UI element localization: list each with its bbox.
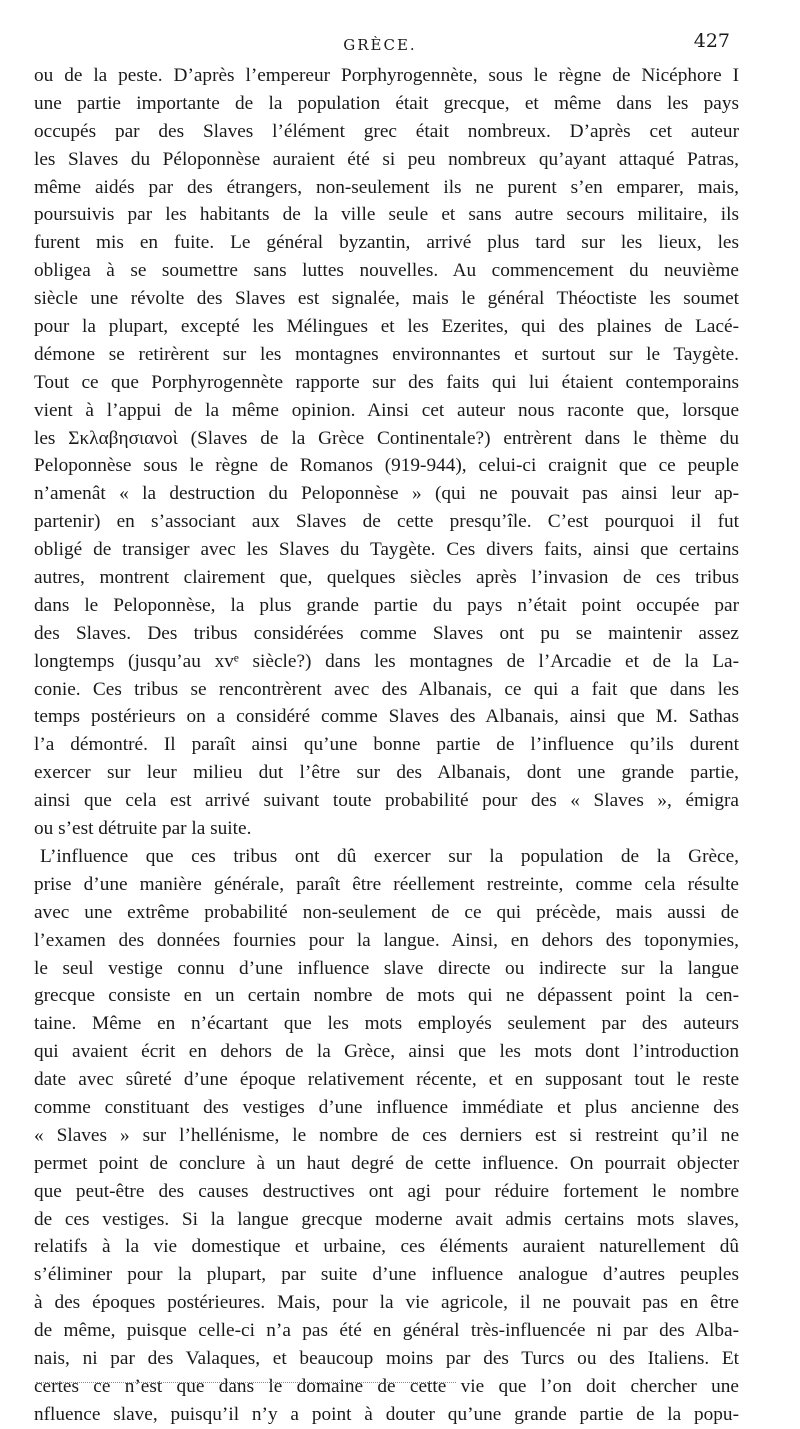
text-line: dans le Peloponnèse, la plus grande partie du pays n’était point occupée par	[34, 594, 739, 616]
text-line: longtemps (jusqu’au xvᵉ siècle?) dans les montagnes de l’Arcadie et de la La-	[34, 650, 739, 672]
paragraph-1	[34, 62, 739, 843]
text-line: qui avaient écrit en dehors de la Grèce, ainsi que les mots dont l’introduction	[34, 1041, 739, 1063]
text-line: s’éliminer pour la plupart, par suite d’une influence analogue d’autres peuples	[34, 1264, 739, 1286]
text-line: permet point de conclure à un haut degré de cette influence. On pourrait objecter	[34, 1152, 739, 1174]
text-line: furent mis en fuite. Le général byzantin, arrivé plus tard sur les lieux, les	[34, 232, 739, 254]
page-header	[30, 30, 730, 60]
text-line: de ces vestiges. Si la langue grecque moderne avait admis certains mots slaves,	[34, 1208, 739, 1230]
text-line: relatifs à la vie domestique et urbaine, ces éléments auraient naturellement dû	[34, 1236, 739, 1258]
text-line: ou s’est détruite par la suite.	[34, 818, 252, 840]
text-line: vient à l’appui de la même opinion. Ainsi cet auteur nous raconte que, lorsque	[34, 399, 739, 421]
text-line: poursuivis par les habitants de la ville seule et sans autre secours militaire, ils	[34, 204, 739, 226]
text-line: même aidés par des étrangers, non-seulement ils ne purent s’en emparer, mais,	[34, 176, 739, 198]
text-line: obligé de transiger avec les Slaves du Taygète. Ces divers faits, ainsi que certains	[34, 539, 739, 561]
text-line: certes ce n’est que dans le domaine de cette vie que l’on doit chercher une	[34, 1375, 739, 1397]
text-line: nfluence slave, puisqu’il n’y a point à douter qu’une grande partie de la popu-	[34, 1403, 739, 1425]
text-line: les Σκλαβησιανοὶ (Slaves de la Grèce Continentale?) entrèrent dans le thème du	[34, 427, 739, 449]
text-line: occupés par des Slaves l’élément grec était nombreux. D’après cet auteur	[34, 120, 739, 142]
text-line: siècle une révolte des Slaves est signalée, mais le général Théoctiste les soumet	[34, 288, 739, 310]
text-line: l’examen des données fournies pour la langue. Ainsi, en dehors des toponymies,	[34, 929, 739, 951]
text-line: des Slaves. Des tribus considérées comme Slaves ont pu se maintenir assez	[34, 622, 739, 644]
text-line: démone se retirèrent sur les montagnes environnantes et surtout sur le Taygète.	[34, 343, 739, 365]
page-number: 427	[693, 30, 730, 52]
text-line: Peloponnèse sous le règne de Romanos (919-944), celui-ci craignit que ce peuple	[34, 455, 739, 477]
text-line: exercer sur leur milieu dut l’être sur des Albanais, dont une grande partie,	[34, 762, 739, 784]
text-line: les Slaves du Péloponnèse auraient été si peu nombreux qu’ayant attaqué Patras,	[34, 148, 739, 170]
text-line: pour la plupart, excepté les Mélingues et les Ezerites, qui des plaines de Lacé-	[34, 316, 739, 338]
text-line: temps postérieurs on a considéré comme Slaves des Albanais, ainsi que M. Sathas	[34, 706, 739, 728]
text-line: obligea à se soumettre sans luttes nouvelles. Au commencement du neuvième	[34, 260, 739, 282]
text-line: ou de la peste. D’après l’empereur Porphyrogennète, sous le règne de Nicéphore I	[34, 65, 739, 86]
text-line: de même, puisque celle-ci n’a pas été en général très-influencée ni par des Alba-	[34, 1320, 739, 1342]
text-line: Tout ce que Porphyrogennète rapporte sur des faits qui lui étaient contemporains	[34, 371, 739, 393]
text-line: que peut-être des causes destructives ont agi pour réduire fortement le nombre	[34, 1180, 739, 1202]
text-line: conie. Ces tribus se rencontrèrent avec des Albanais, ce qui a fait que dans les	[34, 678, 739, 700]
running-title: GRÈCE.	[343, 36, 417, 54]
text-line: prise d’une manière générale, paraît être réellement restreinte, comme cela résulte	[34, 873, 739, 895]
text-line: taine. Même en n’écartant que les mots employés seulement par des auteurs	[34, 1013, 739, 1035]
text-line: nais, ni par des Valaques, et beaucoup moins par des Turcs ou des Italiens. Et	[34, 1347, 739, 1369]
text-line: ainsi que cela est arrivé suivant toute probabilité pour des « Slaves », émigra	[34, 790, 739, 812]
body-text	[34, 62, 739, 1429]
text-line: grecque consiste en un certain nombre de mots qui ne dépassent point la cen-	[34, 985, 739, 1007]
paragraph-2	[34, 843, 739, 1429]
text-line: comme constituant des vestiges d’une influence immédiate et plus ancienne des	[34, 1096, 739, 1118]
text-line: le seul vestige connu d’une influence slave directe ou indirecte sur la langue	[34, 957, 739, 979]
text-line: une partie importante de la population était grecque, et même dans les pays	[34, 92, 739, 114]
footer-rule	[36, 1382, 456, 1384]
text-line: partenir) en s’associant aux Slaves de cette presqu’île. C’est pourquoi il fut	[34, 511, 739, 533]
text-line: L’influence que ces tribus ont dû exercer sur la population de la Grèce,	[40, 845, 739, 867]
text-line: « Slaves » sur l’hellénisme, le nombre de ces derniers est si restreint qu’il ne	[34, 1124, 739, 1146]
text-line: l’a démontré. Il paraît ainsi qu’une bonne partie de l’influence qu’ils durent	[34, 734, 739, 756]
text-line: autres, montrent clairement que, quelques siècles après l’invasion de ces tribus	[34, 567, 739, 589]
text-line: n’amenât « la destruction du Peloponnèse » (qui ne pouvait pas ainsi leur ap-	[34, 483, 739, 505]
text-line: date avec sûreté d’une époque relativement récente, et en supposant tout le reste	[34, 1069, 739, 1091]
text-line: à des époques postérieures. Mais, pour la vie agricole, il ne pouvait pas en être	[34, 1292, 739, 1314]
text-line: avec une extrême probabilité non-seulement de ce qui précède, mais aussi de	[34, 901, 739, 923]
